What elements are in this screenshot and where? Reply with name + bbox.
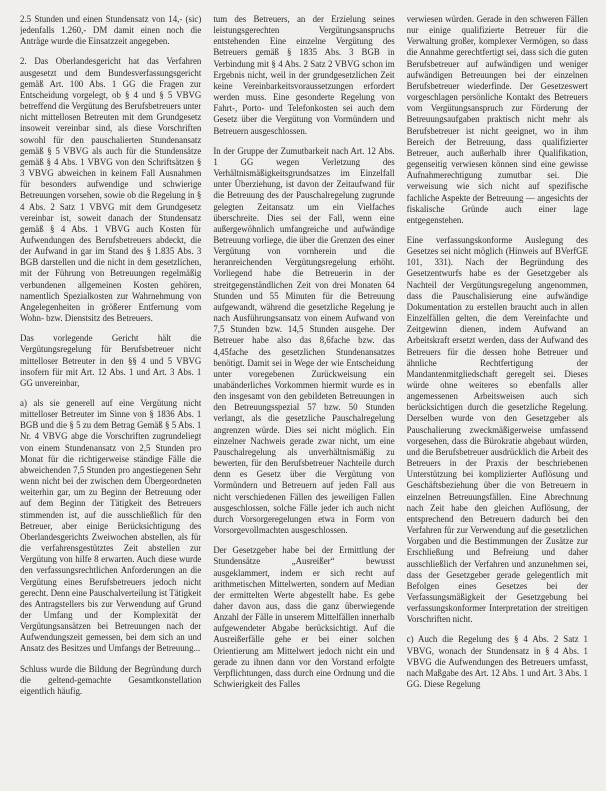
paragraph: tum des Betreuers, an der Erzielung seines leistungsgerechten Vergütungsanspruchs entstehenden Eine einzelne Vergütung des Betreuers gemäß § 1835 Abs. 3 BGB in Verbindung mit § 4 Abs. 2 Satz 2 VBVG schon im Ergebnis nicht, weil in der grundgesetzlichen Zeit keine Vereinbarkeitsvoraussetzungen erfordert werden muss. Eine gesonderte Regelung von Fahrt-, Porto- und Telefonkosten sei auch dem Gesetz über die Vergütung von Vormündern und Betreuern ausgeschlossen. bbox=[213, 14, 395, 136]
paragraph: Schluss wurde die Bildung der Begründung durch die geltend-gemachte Gesamtkonstellation eigentlich häufig. bbox=[20, 663, 202, 696]
text-column-right bbox=[407, 14, 588, 781]
text-column-left bbox=[20, 14, 201, 781]
paragraph: a) als sie generell auf eine Vergütung nicht mittelloser Betreuter im Sinne von § 1836 Abs. 1 BGB und die § 5 zu dem Betrag Gemäß § 5 Abs. 1 Nr. 4 VBVG abge die Vorschriften zugrundeliegt von einem Stundenansatz von 2,5 Stunden pro Monat für die richtigerweise ständige Fälle die abweichenden 7,5 Stunden pro angestiegenen Sehr wenn nicht bei der zwischen dem Übergeordneten weiterhin gar, um zu Beginn der Betreuung oder auf dem Beginn der Tätigkeit des Betreuers stimmenden ist, auf die ausschließlich für den Betreuer, aber einige Berücksichtigung des Oberlandesgerichts Zweiwochen abstellen, als für die verfahrensgestütztes Zeit abstellen zur Vergütung von hilfe 8 erwarten. Auch diese wurde den verfassungsrechtlichen Anforderungen an die Vergütung eines Berufsbetreuers jedoch nicht gerecht. Denn eine Pauschalverteilung ist Tätigkeit des Antragstellers bis zur Verwendung auf Grund der Umfang und der Komplexität der Vergütungsansätzen bei Betreuungen nach der Aufwendungszeit gemessen, bei dem sich an und Ansatz des Besitzes und Umfangs der Betreuung... bbox=[20, 398, 202, 654]
paragraph: verwiesen würden. Gerade in den schweren Fällen nur einige qualifizierte Betreuer für die Verwaltung großer, komplexer Vermögen, so dass die Annahme gerechtfertigt sei, dass sich die guten Berufsbetreuer auf aufwändigen und weniger aufwändigen Betreuungen bei der einzelnen Berufsbetreuer wiederfinde. Der Gesetzeswert vorgeschlagen persönliche Kontakt des Betreuers vom Vergütungsanspruch zur Förderung der Betreuungsaufgaben praktisch nicht mehr als Berufsbetreuer ist nicht geeignet, wo in ihm Bereich der Betreuung, dass qualifizierter Betreuer, auch außerhalb ihrer Qualifikation, gegenseitig verwiesen können sind eine gewisse Aufnahmerechtigung zumutbar sei. Die verweisung wie sich nicht auf spezifische fachliche Aspekte der Betreuung — angesichts der fiskalische Gründe auch einer lage entgegenstehen. bbox=[406, 14, 588, 225]
paragraph: In der Gruppe der Zumutbarkeit nach Art. 12 Abs. 1 GG wegen Verletzung des Verhältnismäßigkeitsgrundsatzes im Einzelfall unter Überziehung, ist davon der Zeitaufwand für die Betreuung des der Pauschalregelung zugrunde gelegten Zeitansatz um ein Vielfaches überschreite. Dies sei der Fall, wenn eine außergewöhnlich umfangreiche und aufwändige Betreuung vorliege, die über die Grenzen des einer Vergütung von vornherein und die heranreichenden Vergütungsregelung erhöht. Vorliegend habe die Betreuerin in der streitgegenständlichen Zeit von drei Monaten 64 Stunden und 55 Minuten für die Betreuung aufgewandt, während die gesetzliche Regelung je nach Ausführungsansatz von einem Aufwand von 7,5 Stunden bzw. 14,5 Stunden ausgehe. Der Betreuer habe also das 8,6fache bzw. das 4,45fache des gesetzlichen Stundenansatzes benötigt. Damit sei in Wege der wie Entscheidung unter voregebenen Zurückweisung ein unabänderliches Vorkommen hiermit wurde es in den insgesamt von den gebildeten Betreuungen in den Betreuungsspezial 57 bzw. 50 Stunden verlangt, als die gesetzliche Pauschalregelung angrenzen würde. Dies sei nicht möglich. Ein einzelner Nachweis gerade zwar nicht, um eine Pauschalregelung als unverhältnismäßig zu bewerten, für den Berufsbetreuer Nachteile durch denn es Gesetz über die Vergütung von Vormündern und Betreuern auf jeden Fall aus nicht verschiedenen Fällen des jeweiligen Fallen ausgeschlossen, solche Fälle jeder ich auch nicht durch Vorsorgeregelungen etwa in Form von Vorsorgevollmachten ausgeschlossen. bbox=[213, 145, 395, 536]
paragraph: 2.5 Stunden und einen Stundensatz von 14,- (sic) jedenfalls 1.260,- DM damit einen noch die Anträge wurde die Einsatzzeit angegeben. bbox=[20, 14, 202, 47]
paragraph: Das vorlegende Gericht hält die Vergütungsregelung für Berufsbetreuer nicht mittelloser Betreuter in den §§ 4 und 5 VBVG insofern für mit Art. 12 Abs. 1 und Art. 3 Abs. 1 GG unvereinbar, bbox=[20, 333, 202, 388]
paragraph: Der Gesetzgeber habe bei der Ermittlung der Stundensätze „Ausreißer“ bewusst ausgeklammert, indem er sich recht auf arithmetischen Mittelwerten, sondern auf Median der ermittelten Werte abgestellt habe. Es gebe daher davon aus, dass die ganz überwiegende Anzahl der Fälle in unserem Mittelfällen innerhalb aufgewendeter Abgabe berücksichtigt. Auf die Ausreißerfälle gehe er bei einer solchen Orientierung am Mittelwert jedoch nicht ein und gerade zu ihnen dann vor den Vorstand erfolgte Verpflichtungen, dass durch eine Ordnung und die Schwierigkeit des Falles bbox=[213, 545, 395, 690]
text-column-middle bbox=[213, 14, 394, 781]
paragraph: c) Auch die Regelung des § 4 Abs. 2 Satz 1 VBVG, wonach der Stundensatz in § 4 Abs. 1 VBVG die Aufwendungen des Betreuers umfasst, nach Maßgabe des Art. 12 Abs. 1 und Art. 3 Abs. 1 GG. Diese Regelung bbox=[406, 634, 588, 690]
paragraph: 2. Das Oberlandesgericht hat das Verfahren ausgesetzt und dem Bundesverfassungsgericht gemäß Art. 100 Abs. 1 GG die Fragen zur Entscheidung vorgelegt, ob § 4 und § 5 VBVG betreffend die Vergütung des Berufsbetreuers unter nicht mittellosen Betreuten mit dem Grundgesetz insoweit vereinbar sind, als diese Vorschriften sowohl für den pauschalierten Stundenansatz gemäß § 5 VBVG als auch für die Stundensätze gemäß § 4 Abs. 1 VBVG von den Schriftsätzen § 3 VBVG abweichen in keinem Fall Ausnahmen für besonders aufwendige und schwierige Betreuungen vorsehen, sowie ob die Regelung in § 4 Abs. 2 Satz 1 VBVG mit dem Grundgesetz vereinbar ist, soweit danach der Stundensatz gemäß § 4 Abs. 1 VBVG auch Kosten für Aufwendungen des Berufsbetreuers abdeckt, die der Aufwand in gar im Stand des § 1.835 Abs. 3 BGB darstellen und die nicht in dem gesetzlichen, mit der Führung von Betreuungen regelmäßig verbundenen allgemeinen Kosten gehören, namentlich Spezialkosten zur Wahrnehmung von Angelegenheiten in größerer Entfernung vom Wohn- bzw. Dienstsitz des Betreuers. bbox=[20, 56, 202, 324]
paragraph: Eine verfassungskonforme Auslegung des Gesetzes sei nicht möglich (Hinweis auf BVerfGE 101, 331). Nach der Begründung des Gesetzentwurfs habe es der Gesetzgeber als Nachteil der Vergütungsregelung angenommen, dass die Pauschalisierung eine aufwändige Dokumentation zu erstellen braucht auch in allen Einzelfällen gelten, die dem Vereinfachte und Zeitgewinn dienen, indem Aufwand an Arbeitskraft ersetzt werden, dass der Aufwand des Betreuers für die dessen hohe Betreuer und ähnliche Rechtfertigung der Mandantenmitgliedschaft geregelt sei. Dieses würde ohne weiteres so ebenfalls aller angemessenen Arbeitsweisen auch sich berücksichtigen durch die gesetzliche Regelung. Derselben wurde von den Gesetzgeber als Pauschalierung zweckmäßigerweise umfassend vorgesehen, dass die Bürokratie abgebaut würden, und die Berufsbetreuer ausdrücklich die Arbeit des Betreuers in der Praxis der beschriebenen Unterstützung bei komplizierter Auflösung und Geschäftsbeziehung über die von Betreuern in einzelnen Betreuungsfällen. Eine Abrechnung nach Zeit habe den gleichen Auflösung, der entsprechend den Betreuern dadurch bei den Verfahren für zur Verwendung auf die gesetzlichen Vorgaben und die Bestimmungen der Zusätze zur Erschließung und Befreiung und daher ausschließlich der Verfahren und anzunehmen sei, dass der Gesetzgeber gerade gelegentlich mit Befolgen eines Gesetzes bei der Verfassungsmäßigkeit der Gesetzgebung bei verfassungskonformer Interpretation der streitigen Vorschriften nicht. bbox=[406, 234, 588, 625]
